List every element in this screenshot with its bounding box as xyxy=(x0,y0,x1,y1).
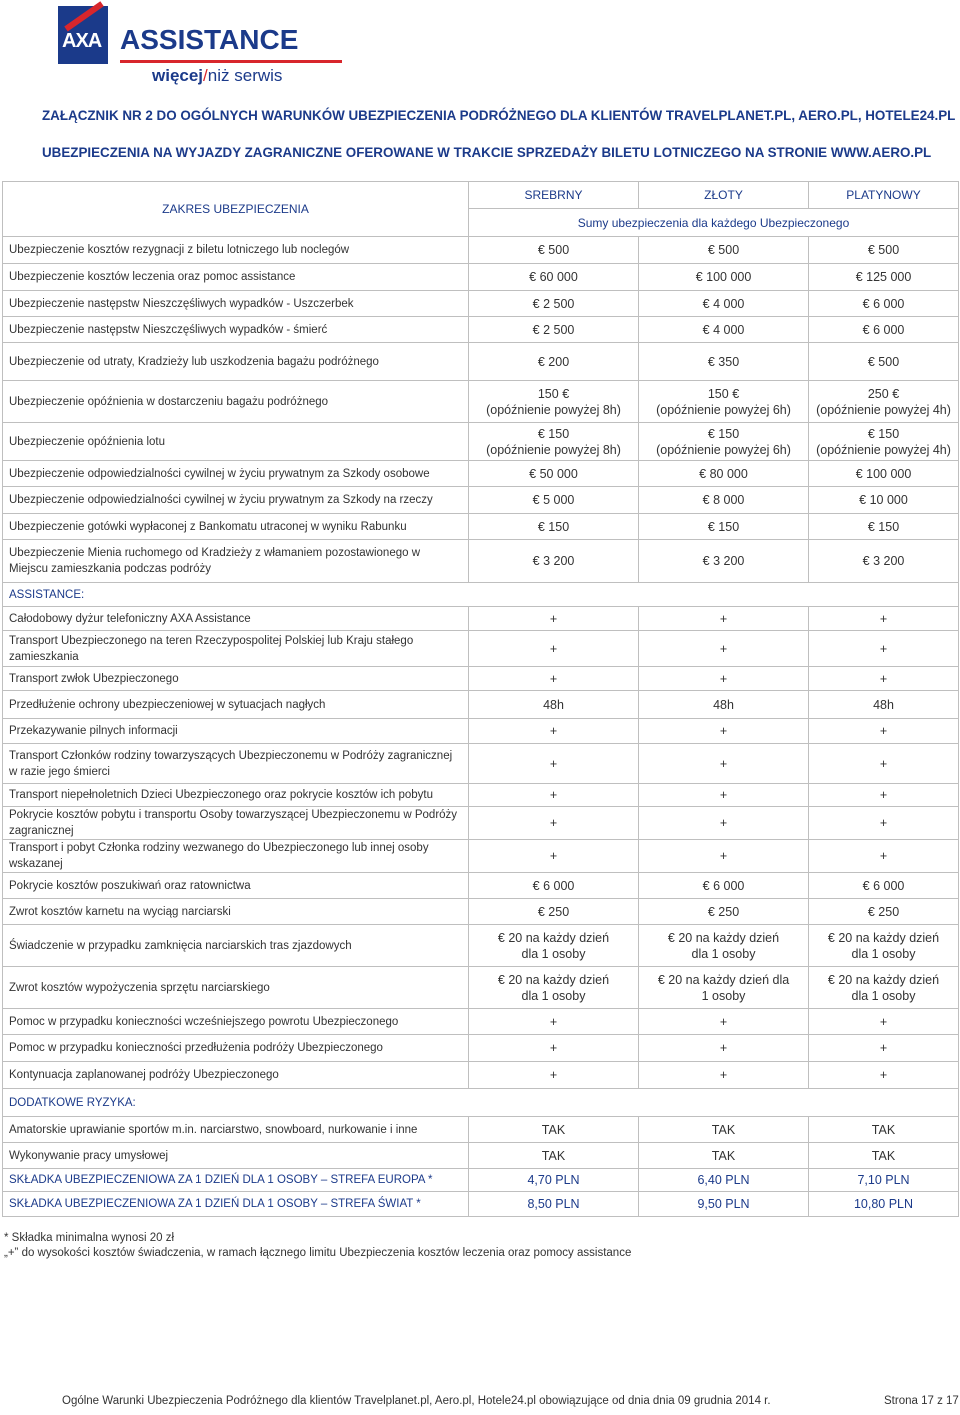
coverage-row xyxy=(3,1009,959,1035)
coverage-label: Ubezpieczenie opóźnienia lotu xyxy=(3,423,469,461)
coverage-label: Pokrycie kosztów poszukiwań oraz ratownictwa xyxy=(3,873,469,899)
coverage-label: Ubezpieczenie następstw Nieszczęśliwych wypadków - śmierć xyxy=(3,317,469,343)
value-platinum: 48h xyxy=(809,691,959,719)
coverage-row xyxy=(3,899,959,925)
coverage-label: Transport Członków rodziny towarzyszących Ubezpieczonemu w Podróży zagranicznej w razie jego śmierci xyxy=(3,744,469,784)
plan-header-silver: SREBRNY xyxy=(469,182,639,209)
value-platinum: + xyxy=(809,1009,959,1035)
premium-row xyxy=(3,1169,959,1192)
coverage-row xyxy=(3,667,959,691)
value-gold: € 4 000 xyxy=(639,317,809,343)
coverage-label: Całodobowy dyżur telefoniczny AXA Assistance xyxy=(3,607,469,631)
value-platinum: + xyxy=(809,631,959,667)
footer-terms: Ogólne Warunki Ubezpieczenia Podróżnego dla klientów Travelplanet.pl, Aero.pl, Hotele24.pl obowiązujące od dnia dnia 09 grudnia 2014 r. xyxy=(62,1395,771,1407)
value-platinum: € 3 200 xyxy=(809,540,959,583)
value-platinum: + xyxy=(809,1062,959,1089)
coverage-row xyxy=(3,873,959,899)
coverage-row xyxy=(3,423,959,461)
coverage-label: Amatorskie uprawianie sportów m.in. narciarstwo, snowboard, nurkowanie i inne xyxy=(3,1117,469,1143)
coverage-label: Przekazywanie pilnych informacji xyxy=(3,719,469,744)
logo-underline xyxy=(120,60,342,63)
tagline-left: więcej xyxy=(152,66,204,85)
value-platinum: + xyxy=(809,607,959,631)
coverage-label: Świadczenie w przypadku zamknięcia narciarskich tras zjazdowych xyxy=(3,925,469,967)
value-silver: € 5 000 xyxy=(469,487,639,514)
value-silver: € 250 xyxy=(469,899,639,925)
coverage-row xyxy=(3,343,959,381)
coverage-label: Ubezpieczenie odpowiedzialności cywilnej w życiu prywatnym za Szkody na rzeczy xyxy=(3,487,469,514)
value-gold: + xyxy=(639,840,809,873)
value-gold: € 6 000 xyxy=(639,873,809,899)
value-gold: + xyxy=(639,631,809,667)
plan-header-platinum: PLATYNOWY xyxy=(809,182,959,209)
value-gold: € 150 (opóźnienie powyżej 6h) xyxy=(639,423,809,461)
coverage-row xyxy=(3,264,959,291)
value-gold: € 20 na każdy dzień dla 1 osoby xyxy=(639,967,809,1009)
value-gold: € 250 xyxy=(639,899,809,925)
value-platinum: TAK xyxy=(809,1143,959,1169)
premium-row xyxy=(3,1192,959,1217)
value-platinum: + xyxy=(809,784,959,807)
value-silver: € 50 000 xyxy=(469,461,639,487)
value-silver: € 20 na każdy dzień dla 1 osoby xyxy=(469,925,639,967)
coverage-label: Ubezpieczenie kosztów leczenia oraz pomoc assistance xyxy=(3,264,469,291)
value-platinum: € 150 (opóźnienie powyżej 4h) xyxy=(809,423,959,461)
value-platinum: € 10 000 xyxy=(809,487,959,514)
value-silver: + xyxy=(469,1009,639,1035)
coverage-label: Transport Ubezpieczonego na teren Rzeczypospolitej Polskiej lub Kraju stałego zamieszkania xyxy=(3,631,469,667)
coverage-label: Transport i pobyt Członka rodziny wezwanego do Ubezpieczonego lub innej osoby wskazanej xyxy=(3,840,469,873)
footnote-plus-meaning: „+” do wysokości kosztów świadczenia, w ramach łącznego limitu Ubezpieczenia kosztów leczenia oraz pomocy assistance xyxy=(4,1247,632,1259)
sums-subheader: Sumy ubezpieczenia dla każdego Ubezpieczonego xyxy=(469,209,959,237)
value-gold: € 100 000 xyxy=(639,264,809,291)
value-silver: € 2 500 xyxy=(469,317,639,343)
value-gold: € 350 xyxy=(639,343,809,381)
value-silver: + xyxy=(469,784,639,807)
coverage-row xyxy=(3,1117,959,1143)
coverage-label: Ubezpieczenie następstw Nieszczęśliwych wypadków - Uszczerbek xyxy=(3,291,469,317)
value-silver: € 60 000 xyxy=(469,264,639,291)
scope-header: ZAKRES UBEZPIECZENIA xyxy=(3,182,469,237)
value-platinum: € 6 000 xyxy=(809,873,959,899)
coverage-row xyxy=(3,1035,959,1062)
tagline-right: niż serwis xyxy=(207,66,283,85)
coverage-row xyxy=(3,1062,959,1089)
logo-tagline xyxy=(152,66,282,86)
value-silver: + xyxy=(469,719,639,744)
value-silver: + xyxy=(469,1062,639,1089)
coverage-label: Ubezpieczenie odpowiedzialności cywilnej w życiu prywatnym za Szkody osobowe xyxy=(3,461,469,487)
axa-assistance-logo xyxy=(58,6,299,86)
value-gold: + xyxy=(639,744,809,784)
coverage-label: Zwrot kosztów karnetu na wyciąg narciarski xyxy=(3,899,469,925)
value-silver: € 3 200 xyxy=(469,540,639,583)
coverage-row xyxy=(3,514,959,540)
footnote-minimum-premium: * Składka minimalna wynosi 20 zł xyxy=(4,1232,175,1244)
value-silver: € 150 (opóźnienie powyżej 8h) xyxy=(469,423,639,461)
value-platinum: € 100 000 xyxy=(809,461,959,487)
coverage-label: Pomoc w przypadku konieczności wcześniejszego powrotu Ubezpieczonego xyxy=(3,1009,469,1035)
value-platinum: € 20 na każdy dzień dla 1 osoby xyxy=(809,925,959,967)
coverage-label: Ubezpieczenie Mienia ruchomego od Kradzieży z włamaniem pozostawionego w Miejscu zamieszkania podczas podróży xyxy=(3,540,469,583)
coverage-row xyxy=(3,487,959,514)
value-gold: € 8 000 xyxy=(639,487,809,514)
value-gold: 150 € (opóźnienie powyżej 6h) xyxy=(639,381,809,423)
value-silver: + xyxy=(469,667,639,691)
value-platinum: + xyxy=(809,1035,959,1062)
value-platinum: € 20 na każdy dzień dla 1 osoby xyxy=(809,967,959,1009)
section-row xyxy=(3,583,959,607)
coverage-label: Ubezpieczenie kosztów rezygnacji z biletu lotniczego lub noclegów xyxy=(3,237,469,264)
value-platinum: TAK xyxy=(809,1117,959,1143)
value-silver: 150 € (opóźnienie powyżej 8h) xyxy=(469,381,639,423)
logo-assistance-text: ASSISTANCE xyxy=(120,24,299,55)
value-platinum: 7,10 PLN xyxy=(809,1169,959,1192)
value-platinum: + xyxy=(809,807,959,840)
value-platinum: € 250 xyxy=(809,899,959,925)
tagline-separator: / xyxy=(203,66,208,85)
coverage-label: Pokrycie kosztów pobytu i transportu Osoby towarzyszącej Ubezpieczonemu w Podróży zagranicznej xyxy=(3,807,469,840)
value-gold: € 4 000 xyxy=(639,291,809,317)
axa-logo-text: AXA xyxy=(62,30,102,52)
value-silver: + xyxy=(469,1035,639,1062)
value-silver: 8,50 PLN xyxy=(469,1192,639,1217)
value-platinum: + xyxy=(809,840,959,873)
value-gold: + xyxy=(639,719,809,744)
coverage-label: Zwrot kosztów wypożyczenia sprzętu narciarskiego xyxy=(3,967,469,1009)
coverage-row xyxy=(3,291,959,317)
value-silver: + xyxy=(469,807,639,840)
value-gold: 6,40 PLN xyxy=(639,1169,809,1192)
value-silver: € 150 xyxy=(469,514,639,540)
value-silver: 48h xyxy=(469,691,639,719)
value-silver: + xyxy=(469,840,639,873)
coverage-row xyxy=(3,691,959,719)
coverage-row xyxy=(3,925,959,967)
value-silver: + xyxy=(469,607,639,631)
coverage-label: Przedłużenie ochrony ubezpieczeniowej w sytuacjach nagłych xyxy=(3,691,469,719)
value-silver: TAK xyxy=(469,1143,639,1169)
coverage-label: Ubezpieczenie gotówki wypłaconej z Bankomatu utraconej w wyniku Rabunku xyxy=(3,514,469,540)
value-gold: + xyxy=(639,607,809,631)
coverage-label: SKŁADKA UBEZPIECZENIOWA ZA 1 DZIEŃ DLA 1 OSOBY – STREFA EUROPA * xyxy=(3,1169,469,1192)
value-gold: + xyxy=(639,807,809,840)
value-silver: € 6 000 xyxy=(469,873,639,899)
value-gold: € 80 000 xyxy=(639,461,809,487)
coverage-row xyxy=(3,540,959,583)
value-gold: + xyxy=(639,784,809,807)
coverage-label: Ubezpieczenie opóźnienia w dostarczeniu bagażu podróżnego xyxy=(3,381,469,423)
insurance-scope-table xyxy=(2,181,959,1217)
value-platinum: + xyxy=(809,744,959,784)
value-gold: € 500 xyxy=(639,237,809,264)
value-gold: € 3 200 xyxy=(639,540,809,583)
value-gold: + xyxy=(639,1062,809,1089)
coverage-row xyxy=(3,807,959,840)
value-silver: + xyxy=(469,631,639,667)
value-gold: TAK xyxy=(639,1117,809,1143)
value-platinum: 250 € (opóźnienie powyżej 4h) xyxy=(809,381,959,423)
value-platinum: 10,80 PLN xyxy=(809,1192,959,1217)
coverage-label: Kontynuacja zaplanowanej podróży Ubezpieczonego xyxy=(3,1062,469,1089)
coverage-row xyxy=(3,381,959,423)
value-silver: € 20 na każdy dzień dla 1 osoby xyxy=(469,967,639,1009)
coverage-row xyxy=(3,1143,959,1169)
value-platinum: € 150 xyxy=(809,514,959,540)
section-row xyxy=(3,1089,959,1117)
section-label: ASSISTANCE: xyxy=(3,583,959,607)
coverage-row xyxy=(3,607,959,631)
section-label: DODATKOWE RYZYKA: xyxy=(3,1089,959,1117)
value-gold: TAK xyxy=(639,1143,809,1169)
value-silver: € 500 xyxy=(469,237,639,264)
value-platinum: € 500 xyxy=(809,237,959,264)
page-number: Strona 17 z 17 xyxy=(884,1395,959,1407)
coverage-row xyxy=(3,784,959,807)
value-platinum: + xyxy=(809,719,959,744)
coverage-row xyxy=(3,237,959,264)
value-platinum: € 500 xyxy=(809,343,959,381)
value-platinum: + xyxy=(809,667,959,691)
value-silver: € 2 500 xyxy=(469,291,639,317)
value-gold: + xyxy=(639,667,809,691)
plan-header-gold: ZŁOTY xyxy=(639,182,809,209)
table-body xyxy=(3,182,959,1217)
value-gold: € 20 na każdy dzień dla 1 osoby xyxy=(639,925,809,967)
value-silver: TAK xyxy=(469,1117,639,1143)
coverage-row xyxy=(3,967,959,1009)
coverage-row xyxy=(3,461,959,487)
coverage-label: SKŁADKA UBEZPIECZENIOWA ZA 1 DZIEŃ DLA 1 OSOBY – STREFA ŚWIAT * xyxy=(3,1192,469,1217)
value-gold: + xyxy=(639,1009,809,1035)
coverage-row xyxy=(3,631,959,667)
value-silver: € 200 xyxy=(469,343,639,381)
coverage-label: Ubezpieczenie od utraty, Kradzieży lub uszkodzenia bagażu podróżnego xyxy=(3,343,469,381)
coverage-label: Transport zwłok Ubezpieczonego xyxy=(3,667,469,691)
coverage-row xyxy=(3,744,959,784)
value-platinum: € 6 000 xyxy=(809,291,959,317)
value-gold: € 150 xyxy=(639,514,809,540)
header-row xyxy=(3,182,959,209)
document-subtitle: UBEZPIECZENIA NA WYJAZDY ZAGRANICZNE OFEROWANE W TRAKCIE SPRZEDAŻY BILETU LOTNICZEGO NA STRONIE WWW.AERO.PL xyxy=(42,145,932,160)
coverage-row xyxy=(3,317,959,343)
coverage-row xyxy=(3,840,959,873)
coverage-label: Pomoc w przypadku konieczności przedłużenia podróży Ubezpieczonego xyxy=(3,1035,469,1062)
value-silver: + xyxy=(469,744,639,784)
coverage-row xyxy=(3,719,959,744)
value-gold: 48h xyxy=(639,691,809,719)
coverage-label: Wykonywanie pracy umysłowej xyxy=(3,1143,469,1169)
value-gold: 9,50 PLN xyxy=(639,1192,809,1217)
value-platinum: € 125 000 xyxy=(809,264,959,291)
value-platinum: € 6 000 xyxy=(809,317,959,343)
value-gold: + xyxy=(639,1035,809,1062)
document-title: ZAŁĄCZNIK NR 2 DO OGÓLNYCH WARUNKÓW UBEZPIECZENIA PODRÓŻNEGO DLA KLIENTÓW TRAVELPLANET.PL, AERO.PL, HOTELE24.PL xyxy=(42,108,956,123)
coverage-label: Transport niepełnoletnich Dzieci Ubezpieczonego oraz pokrycie kosztów ich pobytu xyxy=(3,784,469,807)
value-silver: 4,70 PLN xyxy=(469,1169,639,1192)
